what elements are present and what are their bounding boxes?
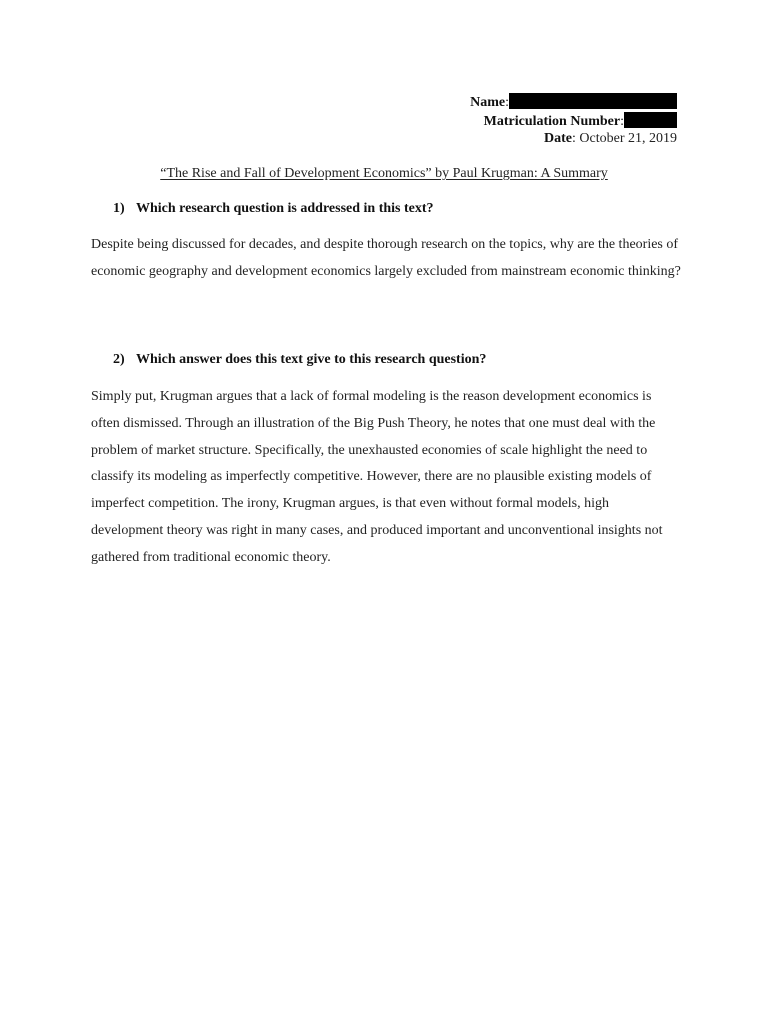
question-2-text: Which answer does this text give to this research question? (136, 352, 487, 367)
name-separator: : (505, 95, 509, 110)
date-value: : October 21, 2019 (572, 131, 677, 146)
answer-2-paragraph: Simply put, Krugman argues that a lack of formal modeling is the reason development economics is often dismissed. Through an illustration of the Big Push Theory, he notes that one must deal with the problem of market structure. Specifically, the unexhausted economies of scale highlight the need to classify its modeling as imperfectly competitive. However, there are no plausible existing models of imperfect competition. The irony, Krugman argues, is that even without formal models, high development theory was right in many cases, and produced important and unconventional insights not gathered from traditional economic theory. (91, 389, 663, 565)
matriculation-line (470, 112, 677, 131)
question-1-text: Which research question is addressed in this text? (136, 201, 434, 216)
answer-1-paragraph: Despite being discussed for decades, and despite thorough research on the topics, why are the theories of economic geography and development economics largely excluded from mainstream economic thinking? (91, 237, 681, 279)
name-label: Name (470, 95, 506, 110)
question-2-number: 2) (113, 352, 125, 367)
document-title: “The Rise and Fall of Development Economics” by Paul Krugman: A Summary (160, 166, 608, 181)
name-redaction-bar (509, 93, 677, 109)
name-line (470, 93, 677, 112)
matriculation-separator: : (620, 113, 624, 129)
question-1-heading (113, 201, 434, 217)
date-line (470, 130, 677, 148)
header-block (470, 93, 677, 148)
question-1-number: 1) (113, 201, 125, 216)
question-2-heading (113, 352, 486, 368)
matriculation-label: Matriculation Number (483, 113, 621, 129)
matriculation-redaction-bar (624, 112, 677, 128)
date-label: Date (544, 131, 573, 146)
